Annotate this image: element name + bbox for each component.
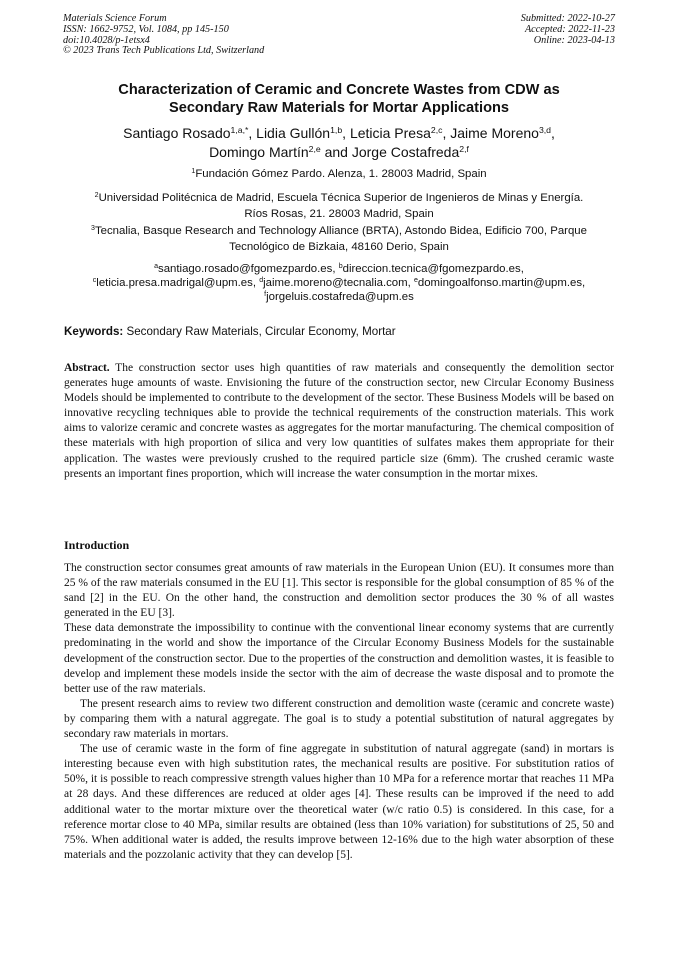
abstract-text: The construction sector uses high quantities of raw materials and consequently the demolition sector generates huge amounts of waste. Envisioning the future of the construction sector, new Circular Economy Business Models should be implemented to contribute to the development of the sector. These Business Models will be based on innovative recycling techniques able to provide the technical requirements of the construction materials. This work aims to valorize ceramic and concrete wastes as aggregates for the mortar manufacturing. The chemical composition of these materials with high proportion of silica and very low quantities of sulfates makes them appropriate for their application. The wastes were previously crushed to the required particle size (6mm). The crushed ceramic waste presents an important fines proportion, which will increase the water consumption in the mortar mixes. bbox=[64, 362, 614, 480]
author-separator: , bbox=[551, 125, 555, 141]
author-separator: , bbox=[248, 125, 257, 141]
title-line-2: Secondary Raw Materials for Mortar Applications bbox=[168, 99, 510, 116]
author-name: Jorge Costafreda bbox=[351, 143, 460, 160]
paragraph: The use of ceramic waste in the form of fine aggregate in substitution of natural aggregate (sand) in mortars is interesting because even with high substitution rates, the mechanical results are positive. For substitution ratios of 50%, it is possible to reach compressive strength values higher than 10 MPa for a reference mortar that reaches 11 MPa at 28 days. And these differences are reduced at older ages [4]. These results can be improved if the need to add additional water to the mortar mixture over the theoretical water (w/c ratio 0.5) is considered. In this case, for a reference mortar close to 40 MPa, similar results are obtained (less than 10% variation) for substitutions of 25, 50 and 75%. When additional water is added, the results improve between 12-16% due to the high water absorption of these materials and the pozzolanic activity that they can develop [5]. bbox=[64, 743, 614, 861]
journal-info bbox=[63, 14, 264, 57]
authors-line-1 bbox=[30, 124, 648, 143]
introduction-body bbox=[64, 561, 614, 863]
affiliation-text-cont: Ríos Rosas, 21. 28003 Madrid, Spain bbox=[244, 207, 434, 220]
author-name: Santiago Rosado bbox=[123, 125, 231, 141]
email-mark: b bbox=[338, 263, 343, 271]
journal-header bbox=[63, 14, 615, 70]
submission-dates bbox=[521, 14, 615, 46]
email-list: $^a$santiago.rosado@fgomezpardo.es, $^b$direccion.tecnica@fgomezpardo.es, $^c$leticia.presa.madrigal@upm.es, $^d$jaime.moreno@tecnalia.com, $^e$domingoalfonso.martin@upm.es, $^f$jorgeluis.costafreda@upm.es bbox=[92, 263, 586, 304]
author-name: Leticia Presa bbox=[349, 125, 431, 141]
submitted-date: Submitted: 2022-10-27 bbox=[520, 13, 615, 24]
affiliation-mark: 2 bbox=[94, 192, 99, 200]
email-mark: a bbox=[154, 263, 159, 271]
author-separator: , bbox=[342, 125, 350, 141]
email-mark: c bbox=[92, 277, 97, 285]
email-mark: e bbox=[413, 277, 418, 285]
email-mark: f bbox=[264, 291, 267, 299]
affiliation-text: Fundación Gómez Pardo. Alenza, 1. 28003 Madrid, Spain bbox=[195, 168, 487, 180]
section-heading-introduction: Introduction bbox=[64, 538, 130, 552]
journal-name: Materials Science Forum bbox=[63, 13, 167, 24]
author-separator: , bbox=[442, 125, 451, 141]
paragraph: These data demonstrate the impossibility to continue with the conventional linear economy systems that are currently predominating in the world and show the importance of the Circular Economy Business Models for the sustainable development of the construction sector. Due to the properties of the construction and demolition wastes, it is feasible to develop and implement these models inside the sector with the aim of decrease the waste disposal and to promote the better use of the raw materials. bbox=[64, 622, 614, 695]
abstract-label: Abstract. bbox=[64, 362, 110, 374]
author-name: Lidia Gullón bbox=[256, 125, 331, 141]
email-address[interactable]: leticia.presa.madrigal@upm.es bbox=[96, 277, 253, 290]
affiliation-text-cont: Tecnológico de Bizkaia, 48160 Derio, Spain bbox=[229, 240, 449, 253]
paper-title bbox=[40, 82, 638, 117]
paragraph: The present research aims to review two different construction and demolition waste (ceramic and concrete waste) by comparing them with a natural aggregate. The goal is to study a potential substitution of natural aggregates by secondary raw materials in mortars. bbox=[64, 697, 614, 741]
affiliation-3 bbox=[55, 224, 623, 255]
affiliation-text: Universidad Politécnica de Madrid, Escuela Técnica Superior de Ingenieros de Minas y Energía. bbox=[98, 192, 584, 204]
affiliation-1 bbox=[55, 167, 623, 183]
email-address[interactable]: jaime.moreno@tecnalia.com bbox=[263, 277, 408, 290]
author-list bbox=[30, 124, 648, 161]
author-name: Jaime Moreno bbox=[450, 125, 539, 141]
author-separator: and bbox=[320, 143, 352, 160]
email-address[interactable]: santiago.rosado@fgomezpardo.es bbox=[158, 263, 333, 275]
email-mark: d bbox=[259, 277, 264, 285]
authors-line-2 bbox=[30, 143, 648, 162]
affiliation-mark: 3 bbox=[91, 225, 95, 233]
author-name: Domingo Martín bbox=[209, 143, 309, 160]
journal-issn: ISSN: 1662-9752, Vol. 1084, pp 145-150 bbox=[63, 23, 229, 35]
author-affil-mark: 2,e bbox=[308, 143, 321, 154]
affiliation-mark: 1 bbox=[191, 168, 196, 176]
paragraph: The construction sector consumes great amounts of raw materials in the European Union (EU). It consumes more than 25 % of the raw materials consumed in the EU [1]. This sector is responsible for the global consumption of 85 % of the sand [2] in the EU. On the other hand, the construction and demolition sector produces the 30 % of all wastes generated in the EU [3]. bbox=[64, 562, 614, 620]
accepted-date: Accepted: 2022-11-23 bbox=[524, 23, 615, 35]
author-affil-mark: 1,b bbox=[330, 125, 343, 136]
abstract bbox=[64, 361, 614, 482]
email-address[interactable]: direccion.tecnica@fgomezpardo.es bbox=[342, 263, 521, 275]
author-affil-mark: 1,a,* bbox=[230, 125, 249, 136]
journal-doi: doi:10.4028/p-1etsx4 bbox=[63, 34, 150, 46]
title-line-1: Characterization of Ceramic and Concrete Wastes from CDW as bbox=[118, 82, 560, 98]
author-affil-mark: 3,d bbox=[538, 125, 551, 136]
keywords-label: Keywords: bbox=[64, 325, 124, 338]
author-affil-mark: 2,f bbox=[459, 143, 469, 154]
email-address[interactable]: domingoalfonso.martin@upm.es bbox=[417, 277, 583, 290]
affiliation-2 bbox=[55, 191, 623, 222]
journal-copyright: © 2023 Trans Tech Publications Ltd, Switzerland bbox=[63, 45, 265, 57]
keywords bbox=[64, 325, 614, 339]
keywords-text: Secondary Raw Materials, Circular Economy, Mortar bbox=[123, 325, 396, 338]
email-address[interactable]: jorgeluis.costafreda@upm.es bbox=[266, 291, 414, 304]
affiliation-text: Tecnalia, Basque Research and Technology Alliance (BRTA), Astondo Bidea, Edificio 700, Parque bbox=[94, 225, 587, 237]
author-affil-mark: 2,c bbox=[430, 125, 443, 136]
online-date: Online: 2023-04-13 bbox=[533, 34, 615, 46]
